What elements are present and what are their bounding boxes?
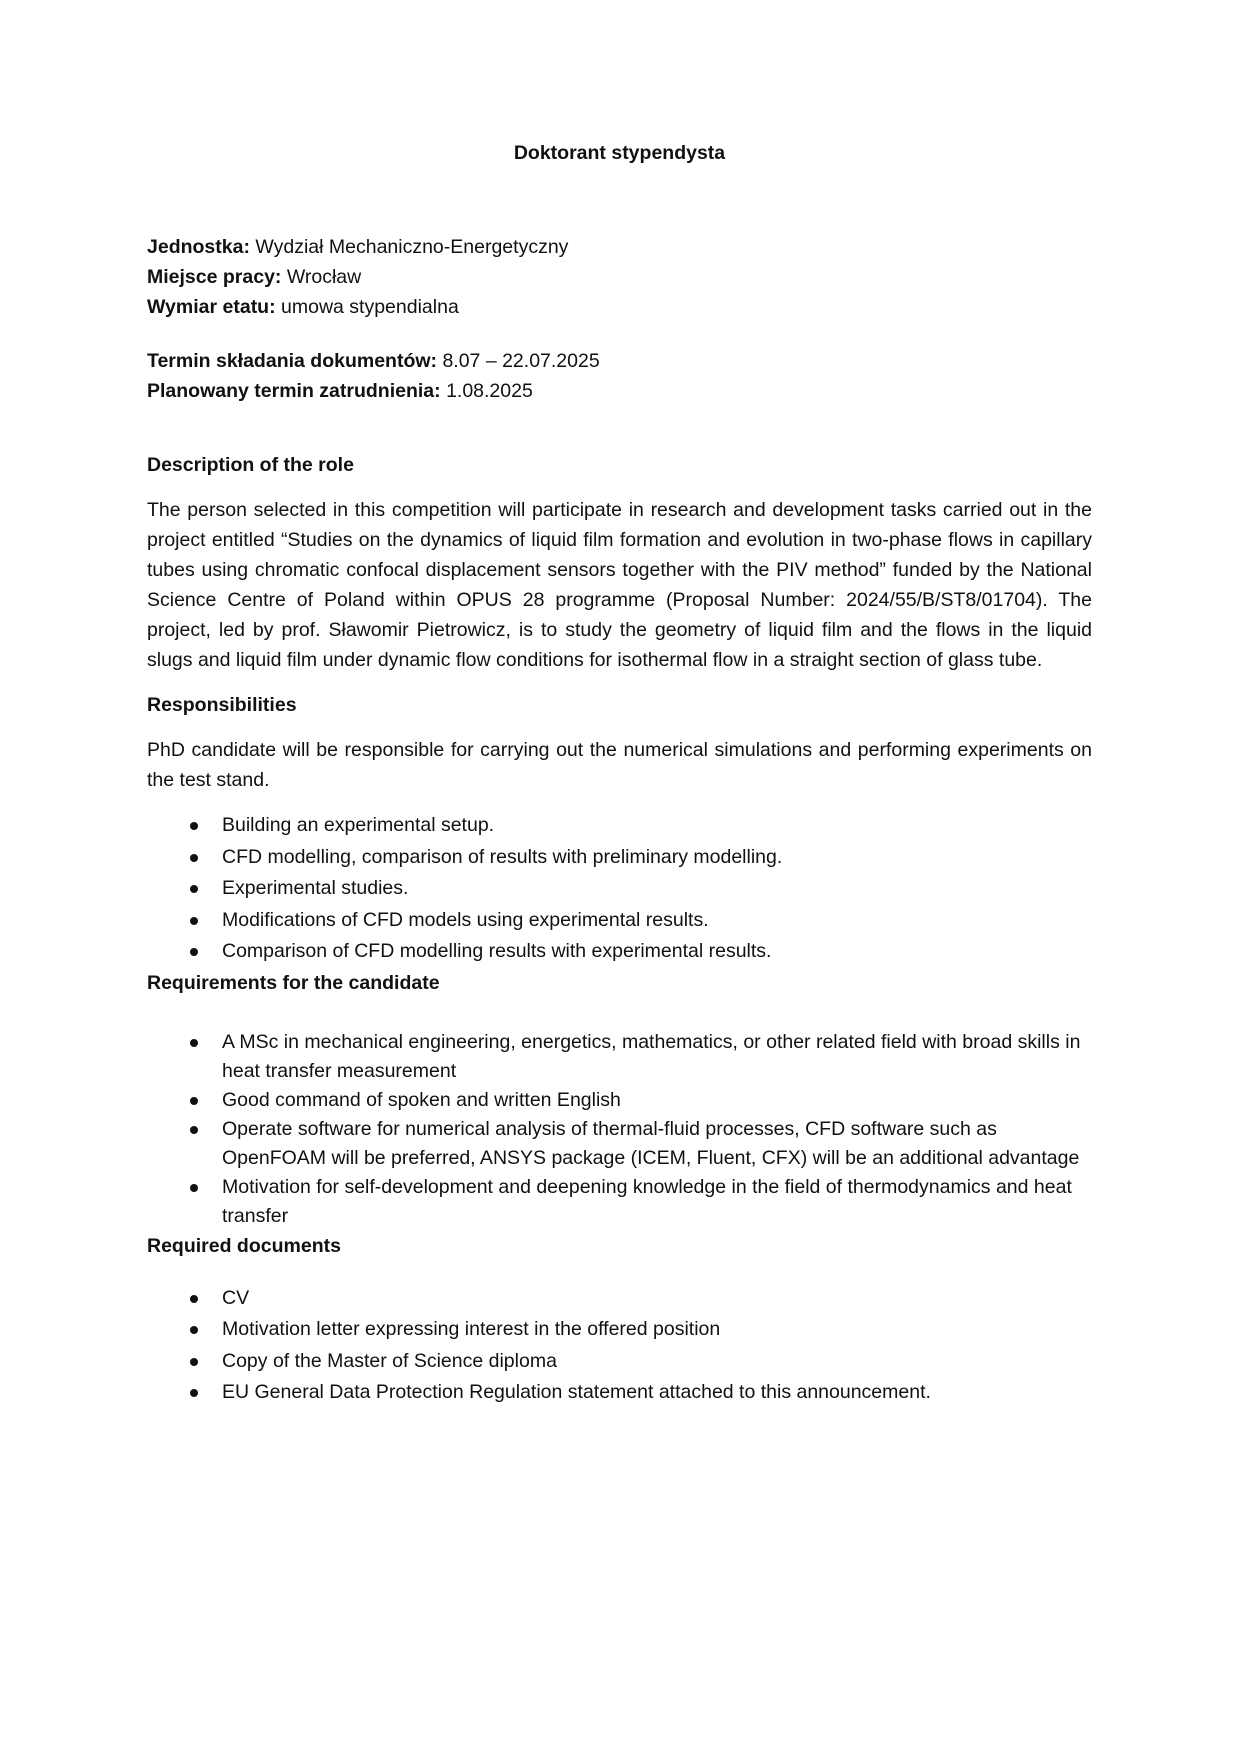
list-item: Motivation for self-development and deepening knowledge in the field of thermodynamics and heat transfer [147,1173,1092,1231]
field-start-date [147,376,1092,406]
requirements-heading: Requirements for the candidate [147,971,440,994]
list-item: Modifications of CFD models using experimental results. [147,905,1092,937]
documents-list [147,1283,1092,1409]
list-item: Comparison of CFD modelling results with experimental results. [147,936,1092,968]
list-item: CFD modelling, comparison of results with preliminary modelling. [147,842,1092,874]
document-title: Doktorant stypendysta [513,142,726,164]
field-deadline-label: Termin składania dokumentów: [147,350,438,372]
documents-heading: Required documents [147,1234,341,1257]
responsibilities-list [147,810,1092,968]
requirements-list [147,1028,1092,1231]
list-item: A MSc in mechanical engineering, energetics, mathematics, or other related field with broad skills in heat transfer measurement [147,1028,1092,1086]
field-workplace-value: Wrocław [286,266,362,288]
field-deadline [147,346,1092,376]
field-unit-label: Jednostka: [147,236,250,258]
list-item: Good command of spoken and written English [147,1086,1092,1115]
field-start-date-value: 1.08.2025 [446,380,533,402]
position-details [147,232,1092,322]
responsibilities-heading: Responsibilities [147,694,297,716]
list-item: Building an experimental setup. [147,810,1092,842]
position-dates [147,346,1092,406]
description-text: The person selected in this competition will participate in research and development tasks carried out in the project entitled “Studies on the dynamics of liquid film formation and evolution in two-phase flows in capillary tubes using chromatic confocal displacement sensors together with the PIV method” funded by the National Science Centre of Poland within OPUS 28 programme (Proposal Number: 2024/55/B/ST8/01704). The project, led by prof. Sławomir Pietrowicz, is to study the geometry of liquid film and the flows in the liquid slugs and liquid film under dynamic flow conditions for isothermal flow in a straight section of glass tube. [147,499,1092,671]
field-employment-label: Wymiar etatu: [147,296,276,318]
field-workplace-label: Miejsce pracy: [147,266,282,288]
field-deadline-value: 8.07 – 22.07.2025 [442,350,600,372]
field-unit [147,232,1092,262]
document-page [147,138,1092,1409]
field-employment-value: umowa stypendialna [281,296,459,318]
list-item: Copy of the Master of Science diploma [147,1346,1092,1378]
field-employment [147,292,1092,322]
field-start-date-label: Planowany termin zatrudnienia: [147,380,441,402]
field-workplace [147,262,1092,292]
list-item: Motivation letter expressing interest in the offered position [147,1314,1092,1346]
list-item: EU General Data Protection Regulation statement attached to this announcement. [147,1377,1092,1409]
list-item: CV [147,1283,1092,1315]
description-heading: Description of the role [147,454,354,476]
list-item: Experimental studies. [147,873,1092,905]
responsibilities-intro: PhD candidate will be responsible for carrying out the numerical simulations and performing experiments on the test stand. [147,739,1092,791]
field-unit-value: Wydział Mechaniczno-Energetyczny [255,236,569,258]
list-item: Operate software for numerical analysis of thermal-fluid processes, CFD software such as OpenFOAM will be preferred, ANSYS package (ICEM, Fluent, CFX) will be an additional advantage [147,1115,1092,1173]
